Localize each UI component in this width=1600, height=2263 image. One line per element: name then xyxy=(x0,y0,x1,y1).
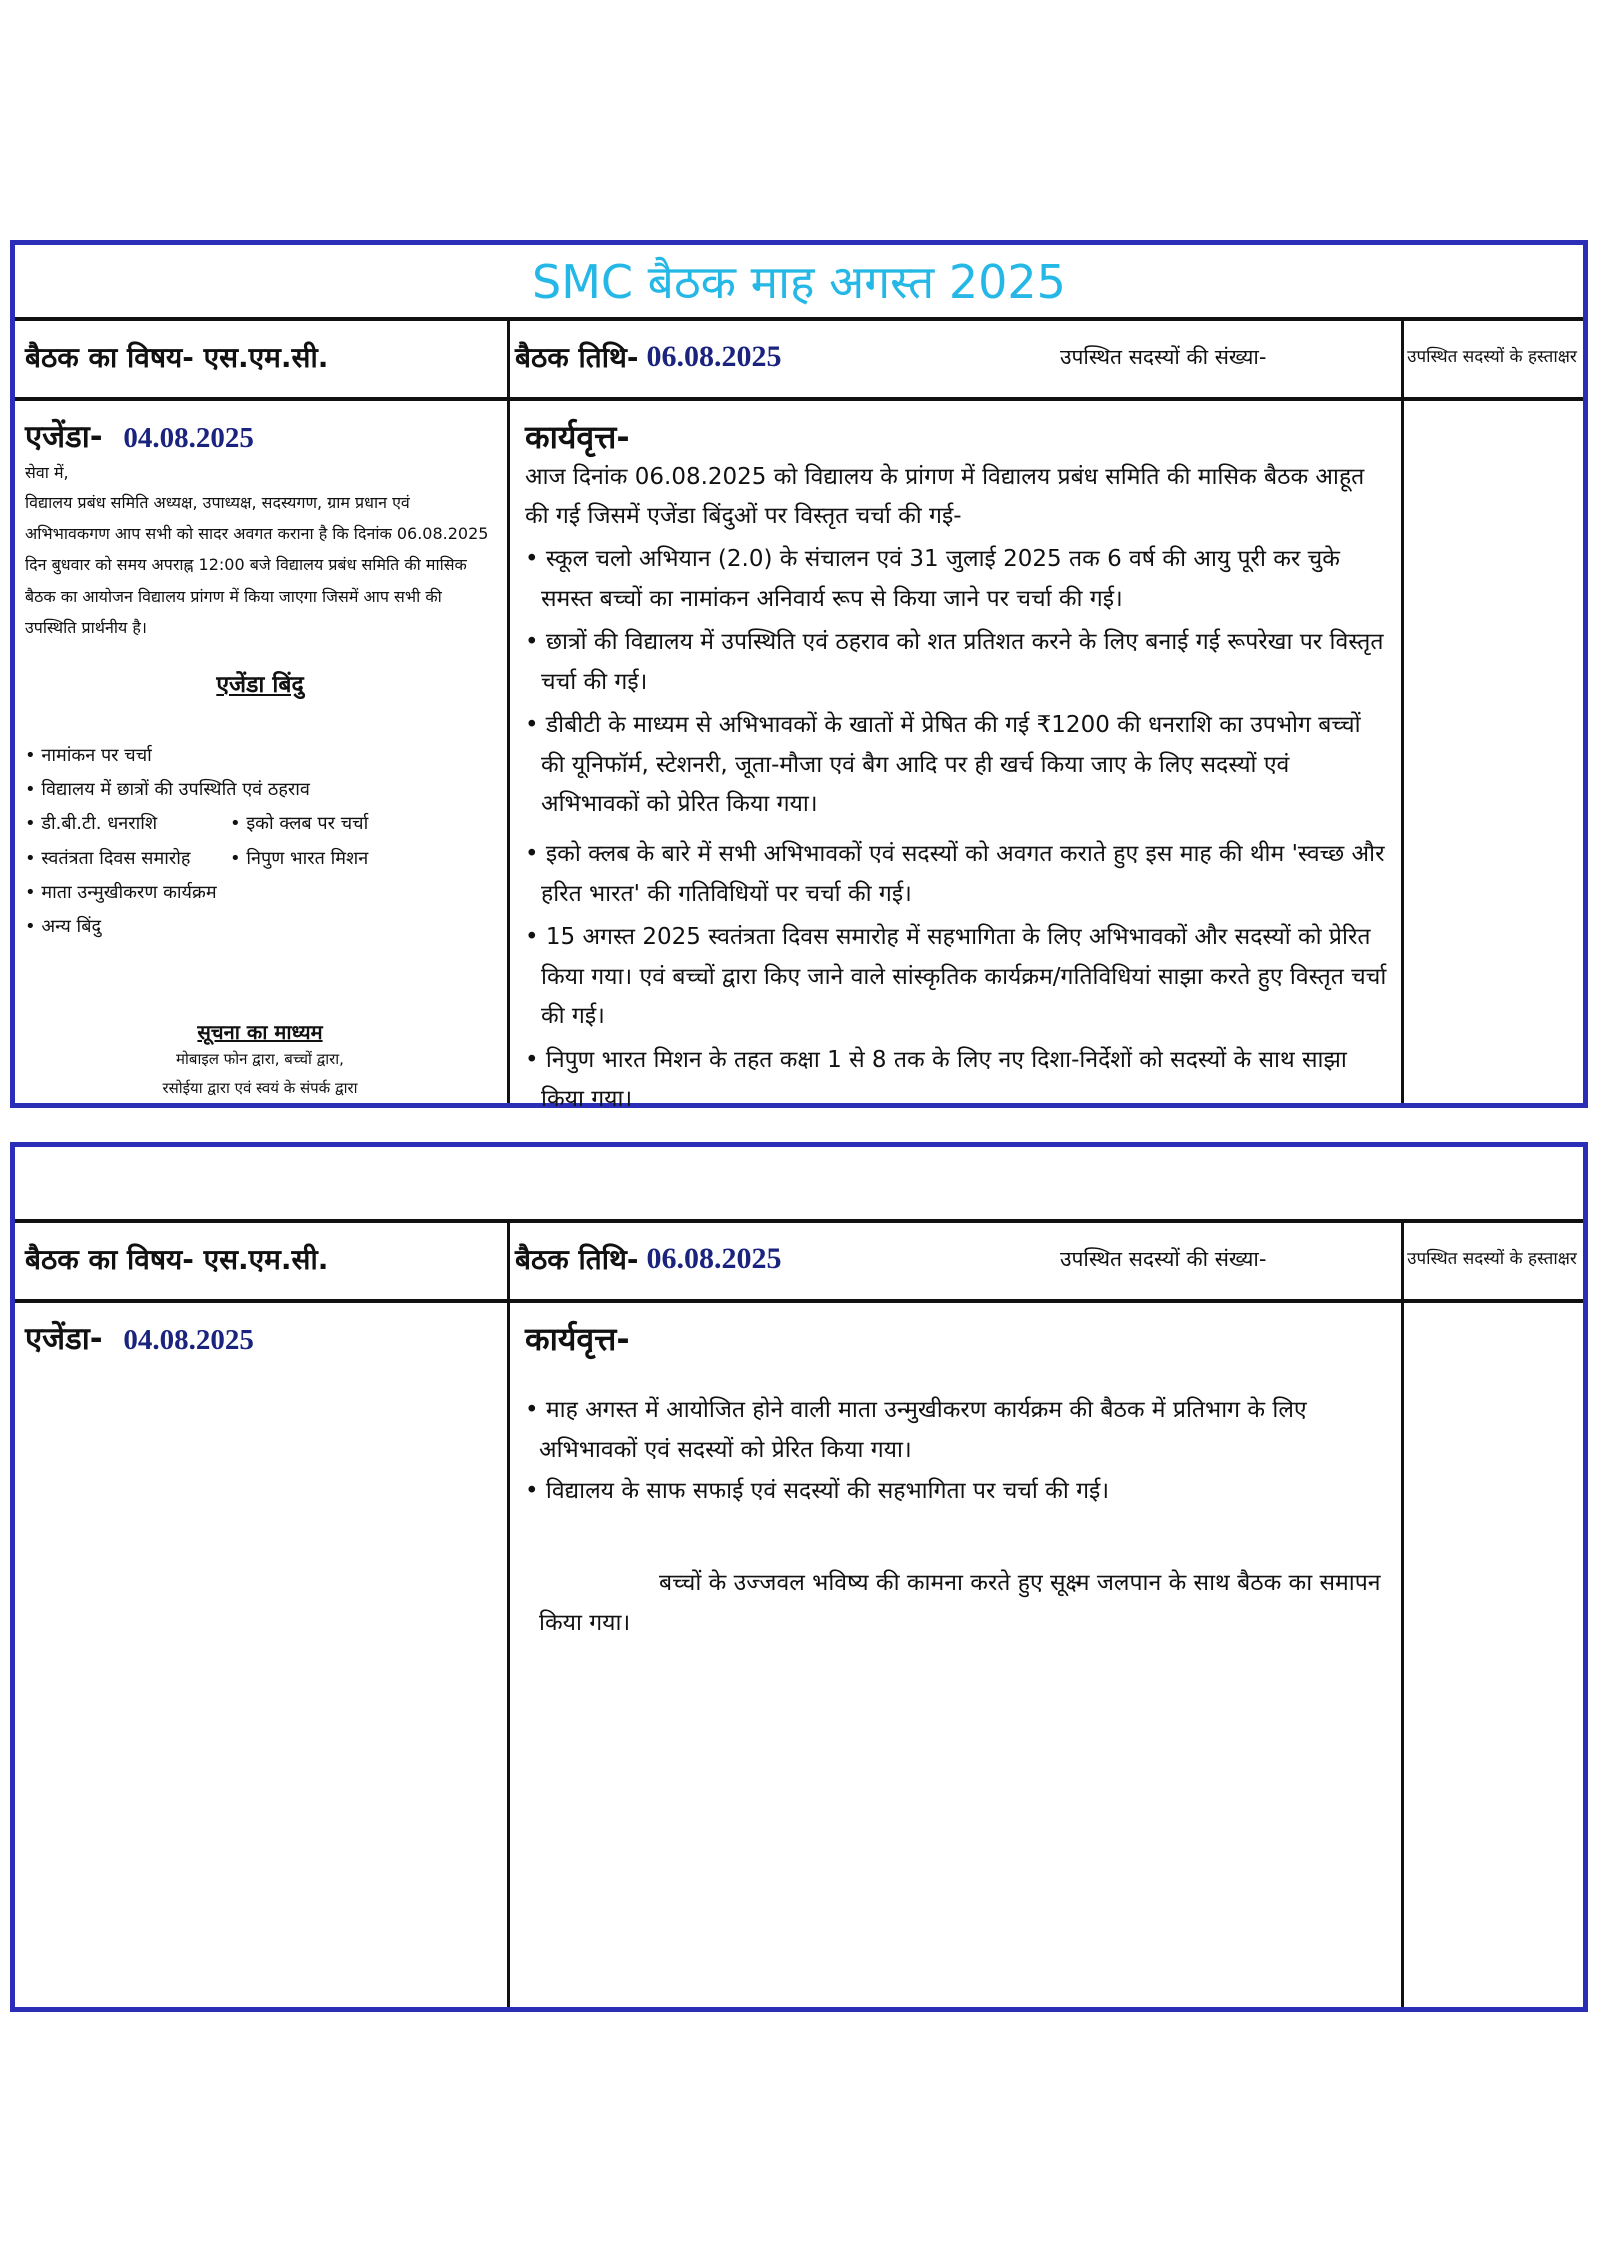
agenda-heading xyxy=(25,415,495,457)
title-row xyxy=(15,1147,1583,1223)
minutes-point: • माह अगस्त में आयोजित होने वाली माता उन्मुखीकरण कार्यक्रम की बैठक में प्रतिभाग के लिए अभिभावकों एवं सदस्यों को प्रेरित किया गया। xyxy=(525,1397,1307,1464)
salutation: सेवा में, xyxy=(25,463,69,482)
list-item: • माता उन्मुखीकरण कार्यक्रम xyxy=(25,881,217,903)
meeting-date xyxy=(515,1219,782,1299)
list-item: • निपुण भारत मिशन xyxy=(230,847,369,869)
meeting-sheet-1 xyxy=(10,240,1588,1113)
member-count-label: उपस्थित सदस्यों की संख्या- xyxy=(1060,345,1267,369)
media-line-1: मोबाइल फोन द्वारा, बच्चों द्वारा, xyxy=(176,1050,344,1069)
agenda-column xyxy=(15,401,505,1103)
meeting-date-label: बैठक तिथि- xyxy=(515,1243,639,1276)
minutes-column xyxy=(513,401,1399,1113)
list-row xyxy=(25,842,495,876)
minutes-point: • निपुण भारत मिशन के तहत कक्षा 1 से 8 तक के लिए नए दिशा-निर्देशों को सदस्यों के साथ साझा किया गया। xyxy=(525,1046,1347,1113)
signature-header: उपस्थित सदस्यों के हस्ताक्षर xyxy=(1407,346,1577,367)
media-line-2: रसोईया द्वारा एवं स्वयं के संपर्क द्वारा xyxy=(162,1078,358,1097)
agenda-points-heading: एजेंडा बिंदु xyxy=(216,671,304,698)
column-divider xyxy=(507,1219,510,2007)
minutes-heading: कार्यवृत्त- xyxy=(525,1320,630,1358)
invitation-text: विद्यालय प्रबंध समिति अध्यक्ष, उपाध्यक्ष, सदस्यगण, ग्राम प्रधान एवं अभिभावकगण आप सभी को सादर अवगत कराना है कि दिनांक 06.08.2025 दिन बुधवार को समय अपराह्न 12:00 बजे विद्यालय प्रबंध समिति की मासिक बैठक का आयोजन विद्यालय प्रांगण में किया जाएगा जिसमें आप सभी की उपस्थिति प्रार्थनीय है। xyxy=(25,493,489,637)
minutes-intro: आज दिनांक 06.08.2025 को विद्यालय के प्रांगण में विद्यालय प्रबंध समिति की मासिक बैठक आहूत की गई जिसमें एजेंडा बिंदुओं पर विस्तृत चर्चा की गई- xyxy=(525,464,1365,530)
minutes-point: • स्कूल चलो अभियान (2.0) के संचालन एवं 31 जुलाई 2025 तक 6 वर्ष की आयु पूरी कर चुके समस्त बच्चों का नामांकन अनिवार्य रूप से किया जाने पर चर्चा की गई। xyxy=(525,546,1340,612)
agenda-label: एजेंडा- xyxy=(25,1321,103,1357)
closing-remark: बच्चों के उज्जवल भविष्य की कामना करते हुए सूक्ष्म जलपान के साथ बैठक का समापन किया गया। xyxy=(539,1569,1381,1636)
minutes-heading: कार्यवृत्त- xyxy=(525,418,630,456)
header-row xyxy=(15,317,1583,401)
agenda-points-list xyxy=(25,739,495,944)
list-item: • अन्य बिंदु xyxy=(25,915,102,937)
meeting-date-value: 06.08.2025 xyxy=(646,1242,782,1275)
column-divider xyxy=(1401,1219,1404,2007)
agenda-date: 04.08.2025 xyxy=(123,1324,254,1356)
media-heading: सूचना का माध्यम xyxy=(197,1020,323,1045)
header-row xyxy=(15,1219,1583,1303)
member-count-label: उपस्थित सदस्यों की संख्या- xyxy=(1060,1247,1267,1271)
meeting-date xyxy=(515,317,782,397)
list-item: • डी.बी.टी. धनराशि xyxy=(25,813,158,835)
minutes-point: • विद्यालय के साफ सफाई एवं सदस्यों की सहभागिता पर चर्चा की गई। xyxy=(525,1477,1110,1504)
list-row xyxy=(25,807,495,841)
minutes-point: • 15 अगस्त 2025 स्वतंत्रता दिवस समारोह में सहभागिता के लिए अभिभावकों और सदस्यों को प्रेरित किया गया। एवं बच्चों द्वारा किए जाने वाले सांस्कृतिक कार्यक्रम/गतिविधियां साझा करते हुए विस्तृत चर्चा की गई। xyxy=(525,924,1387,1030)
meeting-date-value: 06.08.2025 xyxy=(646,340,782,373)
list-item: • नामांकन पर चर्चा xyxy=(25,744,152,766)
list-item: • विद्यालय में छात्रों की उपस्थिति एवं ठहराव xyxy=(25,779,310,801)
meeting-sheet-2 xyxy=(10,1142,1588,2012)
list-item: • इको क्लब पर चर्चा xyxy=(230,813,369,835)
meeting-subject: बैठक का विषय- एस.एम.सी. xyxy=(25,341,329,374)
agenda-date: 04.08.2025 xyxy=(123,422,254,454)
minutes-point: • छात्रों की विद्यालय में उपस्थिति एवं ठहराव को शत प्रतिशत करने के लिए बनाई गई रूपरेखा पर विस्तृत चर्चा की गई। xyxy=(525,629,1384,695)
minutes-point: • डीबीटी के माध्यम से अभिभावकों के खातों में प्रेषित की गई ₹1200 की धनराशि का उपभोग बच्चों की यूनिफॉर्म, स्टेशनरी, जूता-मौजा एवं बैग आदि पर ही खर्च किया जाए के लिए सदस्यों एवं अभिभावकों को प्रेरित किया गया। xyxy=(525,712,1361,818)
agenda-heading xyxy=(25,1317,495,1359)
minutes-column xyxy=(513,1303,1399,2007)
column-divider xyxy=(507,317,510,1103)
signature-header: उपस्थित सदस्यों के हस्ताक्षर xyxy=(1407,1248,1577,1269)
minutes-point: • इको क्लब के बारे में सभी अभिभावकों एवं सदस्यों को अवगत कराते हुए इस माह की थीम 'स्वच्छ और हरित भारत' की गतिविधियों पर चर्चा की गई। xyxy=(525,841,1385,907)
agenda-label: एजेंडा- xyxy=(25,419,103,455)
title-row xyxy=(15,245,1583,321)
list-item: • स्वतंत्रता दिवस समारोह xyxy=(25,847,191,869)
meeting-date-label: बैठक तिथि- xyxy=(515,341,639,374)
meeting-subject: बैठक का विषय- एस.एम.सी. xyxy=(25,1243,329,1276)
agenda-column xyxy=(15,1303,505,2007)
page-title: SMC बैठक माह अगस्त 2025 xyxy=(532,255,1066,309)
column-divider xyxy=(1401,317,1404,1103)
